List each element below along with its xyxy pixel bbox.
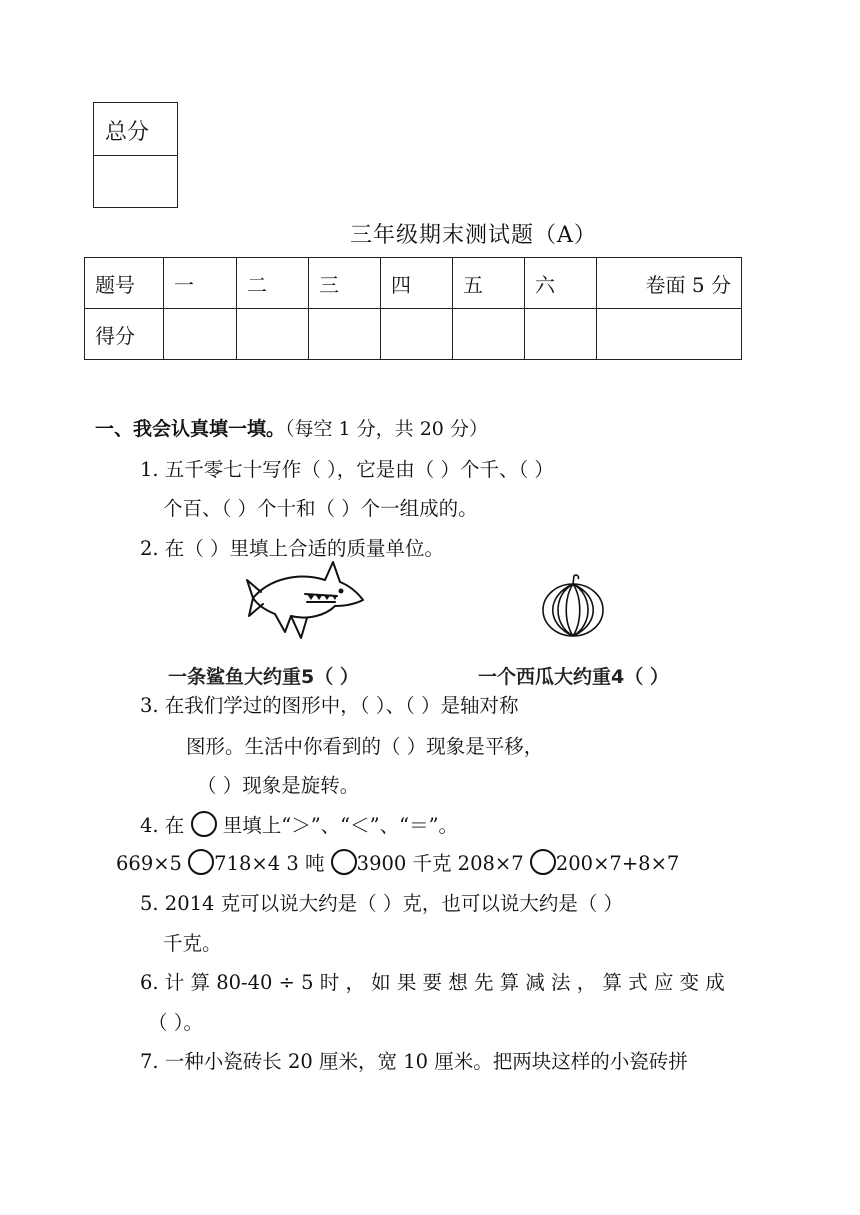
score-header-cell: 卷面 5 分 <box>597 258 742 309</box>
question-2: 2. 在（ ）里填上合适的质量单位。 <box>140 537 445 560</box>
page-title: 三年级期末测试题（A） <box>350 223 597 248</box>
compare-circle-icon[interactable] <box>530 849 556 875</box>
total-score-box <box>93 102 178 208</box>
score-cell[interactable] <box>525 309 597 360</box>
score-header-cell: 六 <box>525 258 597 309</box>
compare-circle-icon[interactable] <box>331 849 357 875</box>
shark-caption: 一条鲨鱼大约重5（ ） <box>168 666 359 688</box>
compare-expr: 669×5 <box>116 852 182 875</box>
score-header-cell: 五 <box>453 258 525 309</box>
total-score-header-cell <box>94 103 177 156</box>
question-7-line-1: 7. 一种小瓷砖长 20 厘米，宽 10 厘米。把两块这样的小瓷砖拼 <box>140 1050 688 1073</box>
score-header-cell: 四 <box>381 258 453 309</box>
score-cell[interactable] <box>309 309 381 360</box>
score-table-score-row <box>85 309 742 360</box>
question-6-line-1: 6. 计 算 80-40 ÷ 5 时 ， 如 果 要 想 先 算 减 法 ， 算 式 应 变 成 <box>140 971 725 994</box>
score-header-cell: 三 <box>309 258 381 309</box>
score-cell[interactable] <box>597 309 742 360</box>
question-4-text-pre: 4. 在 <box>140 814 185 837</box>
score-table-header-row <box>85 258 742 309</box>
score-cell[interactable] <box>164 309 237 360</box>
score-header-cell: 一 <box>164 258 237 309</box>
question-1-line-2: 个百、（ ）个十和（ ）个一组成的。 <box>163 497 478 520</box>
compare-expr: 718×4 3 吨 <box>214 852 325 875</box>
score-row-label: 得分 <box>85 309 164 360</box>
watermelon-caption: 一个西瓜大约重4（ ） <box>478 666 669 688</box>
section-title: 一、我会认真填一填。 <box>95 418 286 440</box>
score-header-cell: 二 <box>237 258 309 309</box>
score-cell[interactable] <box>237 309 309 360</box>
compare-circle-icon[interactable] <box>188 849 214 875</box>
score-cell[interactable] <box>381 309 453 360</box>
watermelon-image <box>540 574 606 638</box>
question-4-text-post: 里填上“＞”、“＜”、“＝”。 <box>222 814 459 837</box>
compare-circle-icon <box>191 811 217 837</box>
section-heading <box>95 414 488 441</box>
question-6-line-2: （ ）。 <box>148 1011 203 1034</box>
section-note: （每空 1 分，共 20 分） <box>285 418 488 440</box>
question-4-line-1 <box>140 810 458 838</box>
question-1-line-1: 1. 五千零七十写作（ ），它是由（ ）个千、（ ） <box>140 458 554 481</box>
question-5-line-1: 5. 2014 克可以说大约是（ ）克，也可以说大约是（ ） <box>140 892 624 915</box>
compare-expr: 3900 千克 208×7 <box>356 852 524 875</box>
shark-image <box>245 558 375 644</box>
compare-expr: 200×7+8×7 <box>555 852 680 875</box>
question-3-line-3: （ ）现象是旋转。 <box>197 774 360 797</box>
question-4-line-2 <box>116 848 679 876</box>
total-score-label: 总分 <box>105 120 150 145</box>
question-5-line-2: 千克。 <box>163 932 222 955</box>
score-cell[interactable] <box>453 309 525 360</box>
score-header-cell: 题号 <box>85 258 164 309</box>
question-3-line-2: 图形。生活中你看到的（ ）现象是平移， <box>186 735 544 758</box>
score-table <box>84 257 742 360</box>
question-3-line-1: 3. 在我们学过的图形中，（ ）、（ ）是轴对称 <box>140 694 519 717</box>
